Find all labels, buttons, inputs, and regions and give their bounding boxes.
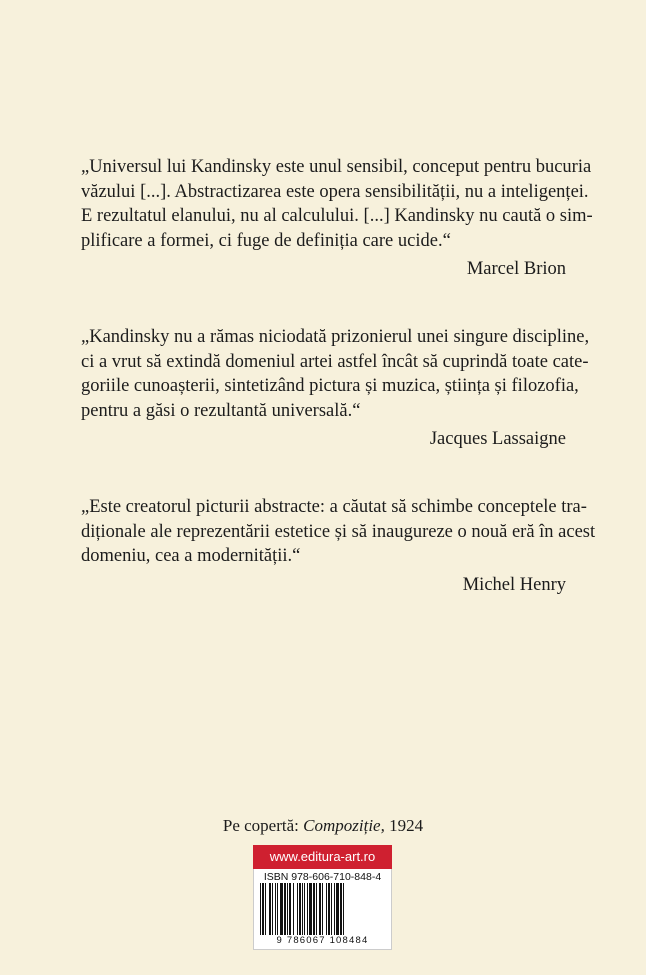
cover-credit-year: 1924 (384, 816, 424, 835)
quote-line: „Este creatorul picturii abstracte: a căutat să schimbe conceptele tra- (81, 497, 587, 517)
quote-jacques-lassaigne (81, 325, 590, 452)
cover-credit-work: Compoziție, (303, 816, 385, 835)
barcode-bar (319, 883, 321, 935)
quote-author: Jacques Lassaigne (429, 429, 566, 449)
barcode-bar (309, 883, 312, 935)
barcode-bar (299, 883, 301, 935)
barcode-graphic (258, 883, 387, 935)
barcode-bar (328, 883, 330, 935)
quote-text (81, 155, 593, 253)
barcode-bar (284, 883, 286, 935)
publisher-website: www.editura-art.ro (253, 845, 392, 869)
barcode-bar (304, 883, 305, 935)
barcode-bar (275, 883, 276, 935)
barcode-bar (277, 883, 278, 935)
barcode-bar (280, 883, 283, 935)
quote-author: Michel Henry (462, 574, 566, 595)
quote-author: Marcel Brion (466, 259, 566, 279)
barcode-bar (269, 883, 271, 935)
quote-text (81, 495, 596, 569)
barcode-bar (336, 883, 339, 935)
quote-michel-henry (81, 495, 596, 597)
isbn-label: ISBN 978-606-710-848-4 (263, 871, 382, 883)
barcode-bar (326, 883, 327, 935)
barcode-bar (334, 883, 335, 935)
barcode-bar (331, 883, 332, 935)
barcode-bar (265, 883, 266, 935)
quote-line: goriile cunoașterii, sintetizând pictura și muzica, știința și filozofia, (81, 376, 579, 396)
quote-line: „Universul lui Kandinsky este unul sensibil, conceput pentru bucuria (81, 157, 592, 177)
barcode-bar (262, 883, 264, 935)
quote-line: ci a vrut să extindă domeniul artei astfel încât să cuprindă toate cate- (81, 351, 589, 372)
barcode-bar (289, 883, 291, 935)
quote-text (81, 325, 590, 423)
barcode-bar (322, 883, 323, 935)
cover-credit-prefix: Pe copertă: (222, 816, 304, 835)
barcode-digits: 9 786067 108484 (276, 935, 369, 946)
quote-line: domeniu, cea a modernității.“ (81, 546, 301, 566)
barcode-bar (313, 883, 315, 935)
barcode-bar (293, 883, 294, 935)
barcode-bar (316, 883, 317, 935)
barcode-bar (297, 883, 298, 935)
quote-marcel-brion (81, 155, 593, 282)
quote-line: E rezultatul elanului, nu al calculului. [...] Kandinsky nu caută o sim- (81, 206, 593, 226)
quote-line: văzului [...]. Abstractizarea este opera sensibilității, nu a inteligenței. (81, 181, 589, 202)
barcode-bar (343, 883, 344, 935)
barcode-bar (260, 883, 261, 935)
barcode-bar (340, 883, 342, 935)
quote-line: „Kandinsky nu a rămas niciodată prizonierul unei singure discipline, (81, 327, 590, 347)
barcode-bar (302, 883, 303, 935)
barcode-bar (307, 883, 308, 935)
publisher-imprint (253, 845, 392, 950)
quote-line: pentru a găsi o rezultantă universală.“ (81, 400, 361, 421)
quote-line: plificare a formei, ci fuge de definiția care ucide.“ (81, 230, 451, 251)
barcode-bar (272, 883, 273, 935)
quote-line: diționale ale reprezentării estetice și să inaugureze o nouă eră în acest (81, 521, 596, 542)
barcode-bar (287, 883, 288, 935)
barcode-panel (253, 869, 392, 950)
cover-credit (0, 816, 646, 836)
